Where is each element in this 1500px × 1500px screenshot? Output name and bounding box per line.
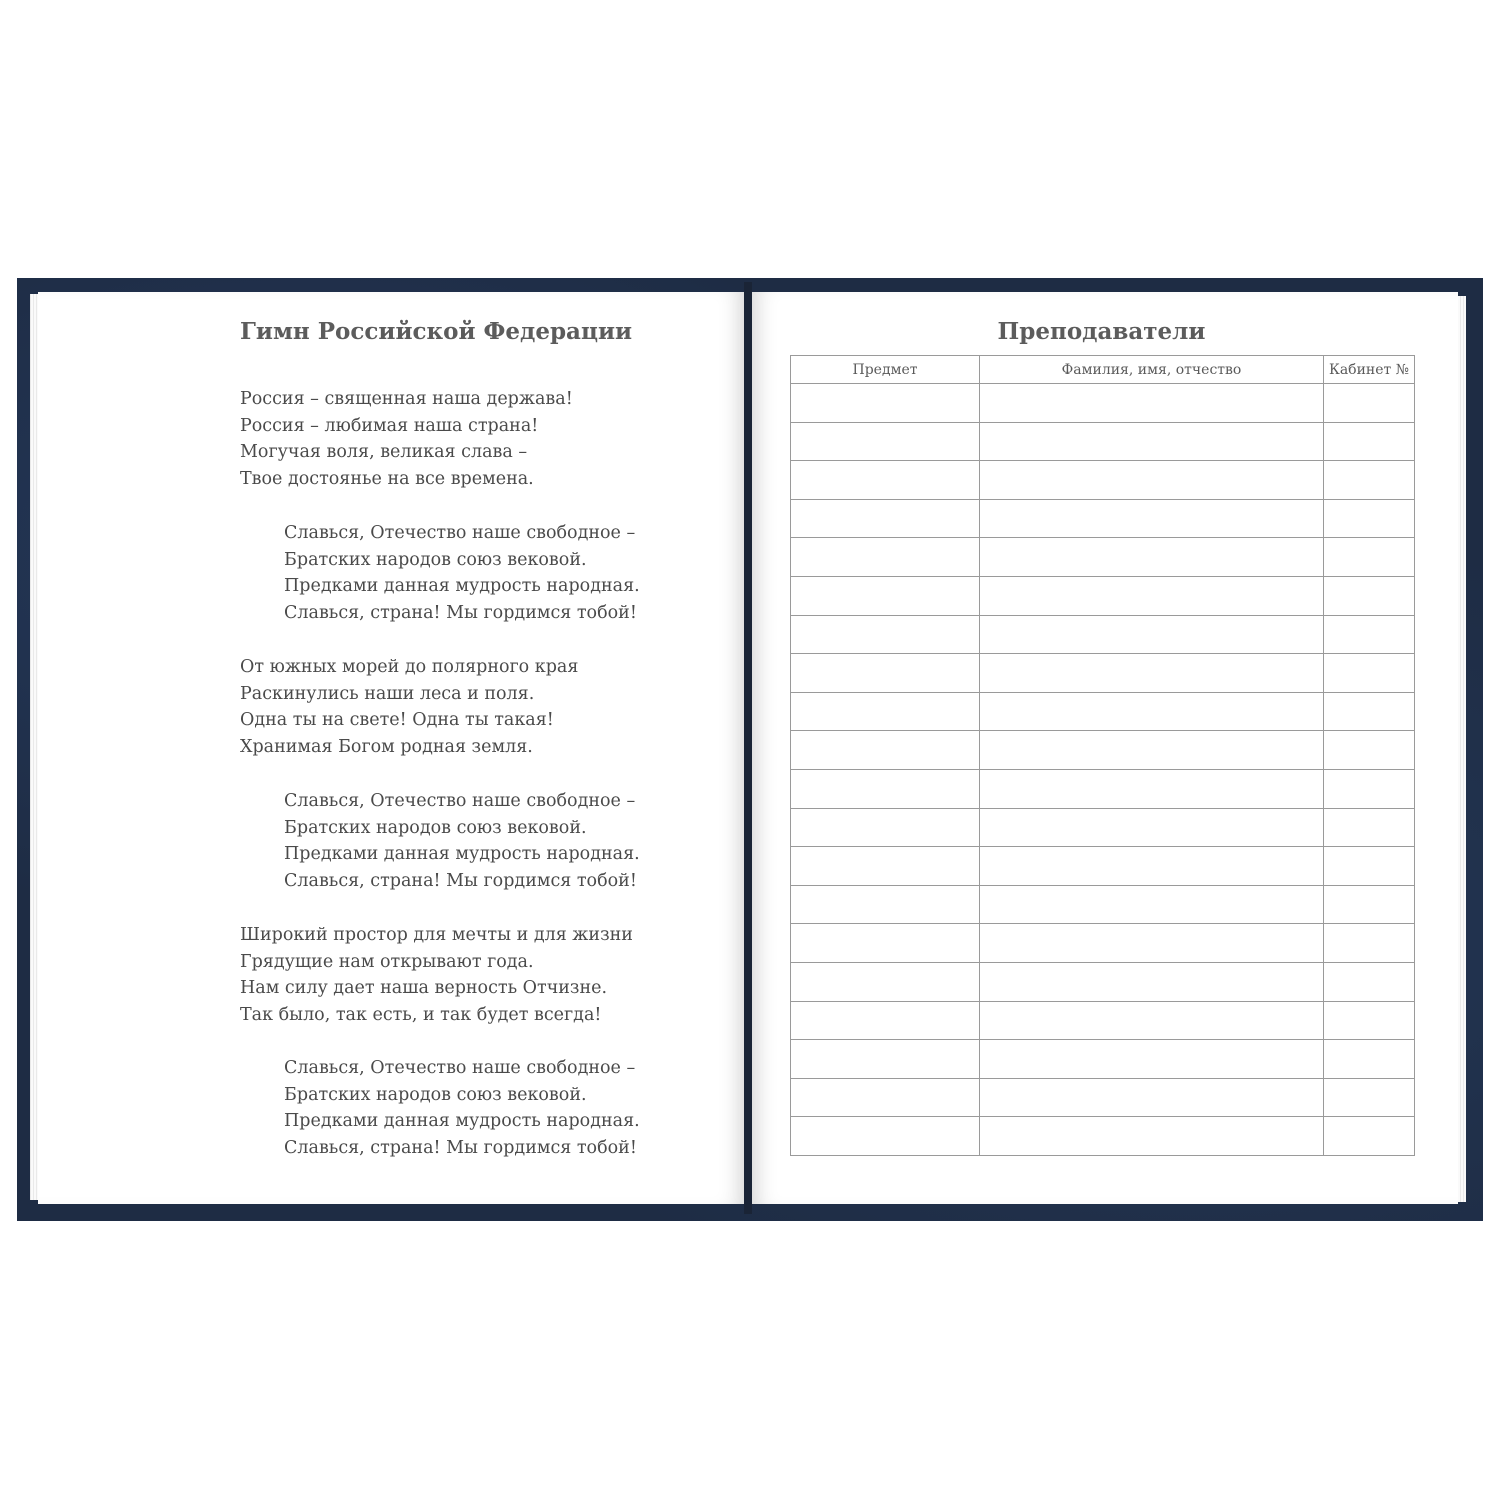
subject-cell — [791, 808, 980, 847]
subject-cell — [791, 769, 980, 808]
teachers-title: Преподаватели — [997, 318, 1206, 345]
room-cell — [1324, 576, 1415, 615]
subject-cell — [791, 461, 980, 500]
full-name-cell — [980, 924, 1324, 963]
stanza-line: Предками данная мудрость народная. — [284, 844, 640, 865]
subject-cell — [791, 615, 980, 654]
table-row — [791, 692, 1415, 731]
stanza-line: Грядущие нам открывают года. — [240, 951, 534, 972]
room-cell — [1324, 1040, 1415, 1079]
table-row — [791, 576, 1415, 615]
full-name-cell — [980, 808, 1324, 847]
subject-cell — [791, 962, 980, 1001]
room-cell — [1324, 692, 1415, 731]
subject-cell — [791, 1117, 980, 1156]
table-row — [791, 615, 1415, 654]
full-name-cell — [980, 499, 1324, 538]
stanza-line: Твое достоянье на все времена. — [240, 469, 534, 490]
subject-cell — [791, 847, 980, 886]
subject-cell — [791, 885, 980, 924]
table-row — [791, 924, 1415, 963]
stanza-verse-2 — [240, 654, 578, 761]
table-row — [791, 769, 1415, 808]
full-name-cell — [980, 769, 1324, 808]
stanza-line: Одна ты на свете! Одна ты такая! — [240, 710, 554, 731]
subject-cell — [791, 1078, 980, 1117]
teachers-table — [790, 355, 1415, 1156]
subject-cell — [791, 692, 980, 731]
stanza-line: Славься, Отечество наше свободное – — [284, 1058, 636, 1078]
full-name-cell — [980, 1117, 1324, 1156]
room-cell — [1324, 461, 1415, 500]
stanza-line: Славься, страна! Мы гордимся тобой! — [284, 871, 637, 892]
subject-cell — [791, 538, 980, 577]
stanza-line: Славься, страна! Мы гордимся тобой! — [284, 603, 637, 624]
table-row — [791, 461, 1415, 500]
stanza-line: Могучая воля, великая слава – — [240, 442, 528, 463]
stanza-verse-3 — [240, 922, 633, 1029]
subject-cell — [791, 576, 980, 615]
full-name-cell — [980, 576, 1324, 615]
room-cell — [1324, 962, 1415, 1001]
stanza-line: Нам силу дает наша верность Отчизне. — [240, 978, 608, 999]
table-row — [791, 1117, 1415, 1156]
stanza-line: Братских народов союз вековой. — [284, 549, 587, 570]
full-name-cell — [980, 731, 1324, 770]
room-cell — [1324, 1001, 1415, 1040]
room-cell — [1324, 538, 1415, 577]
stanza-verse-1 — [240, 386, 573, 493]
column-header-room: Кабинет № — [1324, 356, 1415, 384]
stanza-line: Предками данная мудрость народная. — [284, 1111, 640, 1132]
stanza-chorus-1 — [284, 520, 640, 627]
stanza-line: Славься, страна! Мы гордимся тобой! — [284, 1138, 637, 1159]
table-row — [791, 1040, 1415, 1079]
full-name-cell — [980, 422, 1324, 461]
full-name-cell — [980, 1001, 1324, 1040]
room-cell — [1324, 1117, 1415, 1156]
stanza-line: Славься, Отечество наше свободное – — [284, 523, 636, 543]
subject-cell — [791, 499, 980, 538]
subject-cell — [791, 422, 980, 461]
table-row — [791, 538, 1415, 577]
stanza-chorus-2 — [284, 788, 640, 895]
stanza-line: От южных морей до полярного края — [240, 657, 579, 677]
anthem-title: Гимн Российской Федерации — [240, 318, 633, 345]
table-row — [791, 885, 1415, 924]
subject-cell — [791, 654, 980, 693]
table-header-row — [791, 356, 1415, 384]
full-name-cell — [980, 962, 1324, 1001]
stanza-line: Широкий простор для мечты и для жизни — [240, 925, 633, 945]
room-cell — [1324, 847, 1415, 886]
room-cell — [1324, 731, 1415, 770]
stanza-line: Россия – любимая наша страна! — [240, 415, 539, 436]
table-row — [791, 499, 1415, 538]
full-name-cell — [980, 654, 1324, 693]
stanza-line: Братских народов союз вековой. — [284, 1084, 587, 1105]
room-cell — [1324, 422, 1415, 461]
room-cell — [1324, 615, 1415, 654]
room-cell — [1324, 654, 1415, 693]
book-spine — [744, 282, 752, 1214]
table-row — [791, 1078, 1415, 1117]
full-name-cell — [980, 885, 1324, 924]
room-cell — [1324, 885, 1415, 924]
full-name-cell — [980, 461, 1324, 500]
room-cell — [1324, 924, 1415, 963]
full-name-cell — [980, 692, 1324, 731]
stanza-line: Братских народов союз вековой. — [284, 817, 587, 838]
table-row — [791, 808, 1415, 847]
table-row — [791, 1001, 1415, 1040]
subject-cell — [791, 384, 980, 423]
table-body — [791, 384, 1415, 1156]
page-edges-right — [1457, 296, 1466, 1202]
full-name-cell — [980, 384, 1324, 423]
stanza-chorus-3 — [284, 1055, 640, 1162]
subject-cell — [791, 1001, 980, 1040]
subject-cell — [791, 731, 980, 770]
subject-cell — [791, 924, 980, 963]
table-row — [791, 847, 1415, 886]
full-name-cell — [980, 1078, 1324, 1117]
table-row — [791, 654, 1415, 693]
room-cell — [1324, 769, 1415, 808]
table-row — [791, 384, 1415, 423]
room-cell — [1324, 1078, 1415, 1117]
table-row — [791, 731, 1415, 770]
room-cell — [1324, 499, 1415, 538]
stanza-line: Россия – священная наша держава! — [240, 389, 573, 409]
stanza-line: Хранимая Богом родная земля. — [240, 737, 533, 758]
room-cell — [1324, 808, 1415, 847]
full-name-cell — [980, 1040, 1324, 1079]
subject-cell — [791, 1040, 980, 1079]
column-header-subject: Предмет — [791, 356, 980, 384]
stanza-line: Раскинулись наши леса и поля. — [240, 683, 535, 704]
full-name-cell — [980, 615, 1324, 654]
stanza-line: Славься, Отечество наше свободное – — [284, 791, 636, 811]
full-name-cell — [980, 847, 1324, 886]
stanza-line: Так было, так есть, и так будет всегда! — [240, 1005, 602, 1026]
table-row — [791, 422, 1415, 461]
full-name-cell — [980, 538, 1324, 577]
room-cell — [1324, 384, 1415, 423]
stanza-line: Предками данная мудрость народная. — [284, 576, 640, 597]
column-header-full-name: Фамилия, имя, отчество — [980, 356, 1324, 384]
table-row — [791, 962, 1415, 1001]
